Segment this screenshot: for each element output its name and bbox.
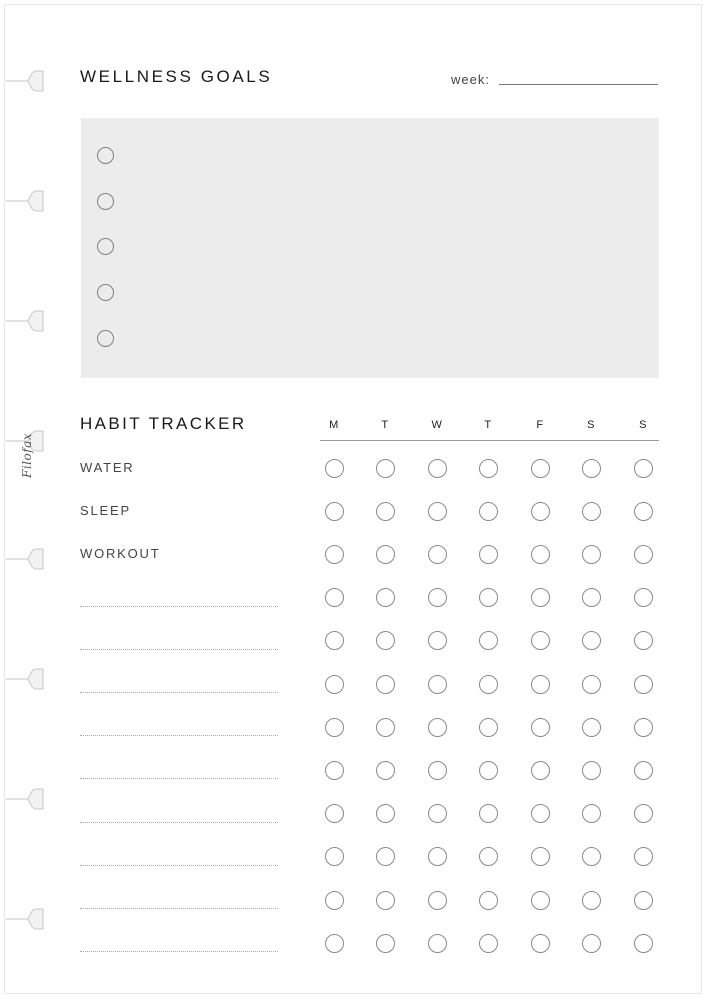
habit-check-circle[interactable] xyxy=(428,631,447,650)
habit-check-circle[interactable] xyxy=(325,675,344,694)
habit-check-circle[interactable] xyxy=(582,761,601,780)
habit-check-circle[interactable] xyxy=(634,459,653,478)
habit-check-circle[interactable] xyxy=(376,631,395,650)
habit-check-circle[interactable] xyxy=(325,934,344,953)
habit-check-circle[interactable] xyxy=(582,631,601,650)
habit-check-circle[interactable] xyxy=(376,588,395,607)
habit-check-circle[interactable] xyxy=(582,675,601,694)
day-header: T xyxy=(484,419,492,431)
binder-ring-tab xyxy=(6,190,44,212)
habit-check-circle[interactable] xyxy=(531,718,550,737)
day-header: F xyxy=(536,419,544,431)
habit-check-circle[interactable] xyxy=(582,891,601,910)
habit-check-circle[interactable] xyxy=(531,761,550,780)
habit-check-circle[interactable] xyxy=(428,545,447,564)
day-header: M xyxy=(329,419,339,431)
habit-check-circle[interactable] xyxy=(325,804,344,823)
habit-check-circle[interactable] xyxy=(582,934,601,953)
binder-ring-tab xyxy=(6,548,44,570)
binder-ring-tab xyxy=(6,908,44,930)
habit-check-circle[interactable] xyxy=(479,545,498,564)
habit-check-circle[interactable] xyxy=(634,718,653,737)
goal-checkbox[interactable] xyxy=(97,284,114,301)
goal-checkbox[interactable] xyxy=(97,330,114,347)
habit-check-circle[interactable] xyxy=(582,459,601,478)
habit-label: WORKOUT xyxy=(80,546,161,562)
habit-check-circle[interactable] xyxy=(376,804,395,823)
habit-check-circle[interactable] xyxy=(479,675,498,694)
habit-check-circle[interactable] xyxy=(428,761,447,780)
habit-check-circle[interactable] xyxy=(479,588,498,607)
habit-write-in-line[interactable] xyxy=(80,649,278,650)
binder-ring-tab xyxy=(6,310,44,332)
habit-check-circle[interactable] xyxy=(376,934,395,953)
habit-tracker-title: HABIT TRACKER xyxy=(80,414,247,433)
habit-check-circle[interactable] xyxy=(428,804,447,823)
habit-check-circle[interactable] xyxy=(428,588,447,607)
habit-check-circle[interactable] xyxy=(582,502,601,521)
habit-check-circle[interactable] xyxy=(531,847,550,866)
habit-check-circle[interactable] xyxy=(325,502,344,521)
habit-label: WATER xyxy=(80,460,135,475)
habit-write-in-line[interactable] xyxy=(80,606,278,607)
week-label: week: xyxy=(451,72,490,87)
habit-check-circle[interactable] xyxy=(531,804,550,823)
habit-check-circle[interactable] xyxy=(325,588,344,607)
habit-check-circle[interactable] xyxy=(479,891,498,910)
goal-checkbox[interactable] xyxy=(97,193,114,210)
habit-check-circle[interactable] xyxy=(325,847,344,866)
goals-area[interactable] xyxy=(81,118,659,378)
habit-check-circle[interactable] xyxy=(531,631,550,650)
habit-check-circle[interactable] xyxy=(428,847,447,866)
habit-check-circle[interactable] xyxy=(531,502,550,521)
habit-check-circle[interactable] xyxy=(428,675,447,694)
habit-check-circle[interactable] xyxy=(634,847,653,866)
binder-ring-tab xyxy=(6,788,44,810)
habit-check-circle[interactable] xyxy=(531,934,550,953)
habit-check-circle[interactable] xyxy=(428,891,447,910)
habit-write-in-line[interactable] xyxy=(80,778,278,779)
habit-check-circle[interactable] xyxy=(428,934,447,953)
day-header: T xyxy=(381,419,389,431)
habit-check-circle[interactable] xyxy=(531,545,550,564)
habit-check-circle[interactable] xyxy=(531,588,550,607)
habit-check-circle[interactable] xyxy=(325,891,344,910)
habit-check-circle[interactable] xyxy=(376,545,395,564)
habit-write-in-line[interactable] xyxy=(80,822,278,823)
habit-check-circle[interactable] xyxy=(582,545,601,564)
habit-label: SLEEP xyxy=(80,503,131,519)
habit-check-circle[interactable] xyxy=(582,718,601,737)
habit-check-circle[interactable] xyxy=(634,502,653,521)
habit-check-circle[interactable] xyxy=(325,718,344,737)
habit-write-in-line[interactable] xyxy=(80,865,278,866)
habit-write-in-line[interactable] xyxy=(80,692,278,693)
habit-check-circle[interactable] xyxy=(634,804,653,823)
habit-check-circle[interactable] xyxy=(531,459,550,478)
week-input-line[interactable] xyxy=(499,84,658,85)
habit-check-circle[interactable] xyxy=(479,502,498,521)
habit-write-in-line[interactable] xyxy=(80,908,278,909)
habit-check-circle[interactable] xyxy=(582,847,601,866)
habit-check-circle[interactable] xyxy=(428,502,447,521)
habit-check-circle[interactable] xyxy=(634,588,653,607)
habit-write-in-line[interactable] xyxy=(80,951,278,952)
habit-check-circle[interactable] xyxy=(634,934,653,953)
page-title: WELLNESS GOALS xyxy=(80,67,273,86)
habit-check-circle[interactable] xyxy=(479,804,498,823)
habit-check-circle[interactable] xyxy=(479,459,498,478)
habit-check-circle[interactable] xyxy=(325,545,344,564)
habit-check-circle[interactable] xyxy=(376,459,395,478)
habit-check-circle[interactable] xyxy=(479,761,498,780)
habit-check-circle[interactable] xyxy=(479,934,498,953)
habit-check-circle[interactable] xyxy=(634,545,653,564)
habit-check-circle[interactable] xyxy=(479,631,498,650)
habit-check-circle[interactable] xyxy=(376,502,395,521)
brand-logo: Filofax xyxy=(20,432,34,478)
habit-check-circle[interactable] xyxy=(479,847,498,866)
habit-check-circle[interactable] xyxy=(428,459,447,478)
day-header: S xyxy=(587,419,595,431)
day-header: W xyxy=(431,419,443,431)
binder-ring-tab xyxy=(6,70,44,92)
habit-check-circle[interactable] xyxy=(479,718,498,737)
days-header-rule xyxy=(320,440,659,441)
day-header: S xyxy=(639,419,647,431)
habit-check-circle[interactable] xyxy=(325,761,344,780)
habit-check-circle[interactable] xyxy=(634,675,653,694)
habit-check-circle[interactable] xyxy=(376,761,395,780)
habit-check-circle[interactable] xyxy=(376,891,395,910)
goal-checkbox[interactable] xyxy=(97,147,114,164)
habit-check-circle[interactable] xyxy=(325,631,344,650)
habit-check-circle[interactable] xyxy=(634,761,653,780)
habit-check-circle[interactable] xyxy=(376,675,395,694)
goal-checkbox[interactable] xyxy=(97,238,114,255)
habit-check-circle[interactable] xyxy=(582,804,601,823)
habit-check-circle[interactable] xyxy=(582,588,601,607)
habit-check-circle[interactable] xyxy=(325,459,344,478)
habit-check-circle[interactable] xyxy=(531,891,550,910)
habit-write-in-line[interactable] xyxy=(80,735,278,736)
habit-check-circle[interactable] xyxy=(634,891,653,910)
habit-check-circle[interactable] xyxy=(531,675,550,694)
habit-check-circle[interactable] xyxy=(634,631,653,650)
habit-check-circle[interactable] xyxy=(428,718,447,737)
habit-check-circle[interactable] xyxy=(376,718,395,737)
habit-check-circle[interactable] xyxy=(376,847,395,866)
binder-ring-tab xyxy=(6,668,44,690)
